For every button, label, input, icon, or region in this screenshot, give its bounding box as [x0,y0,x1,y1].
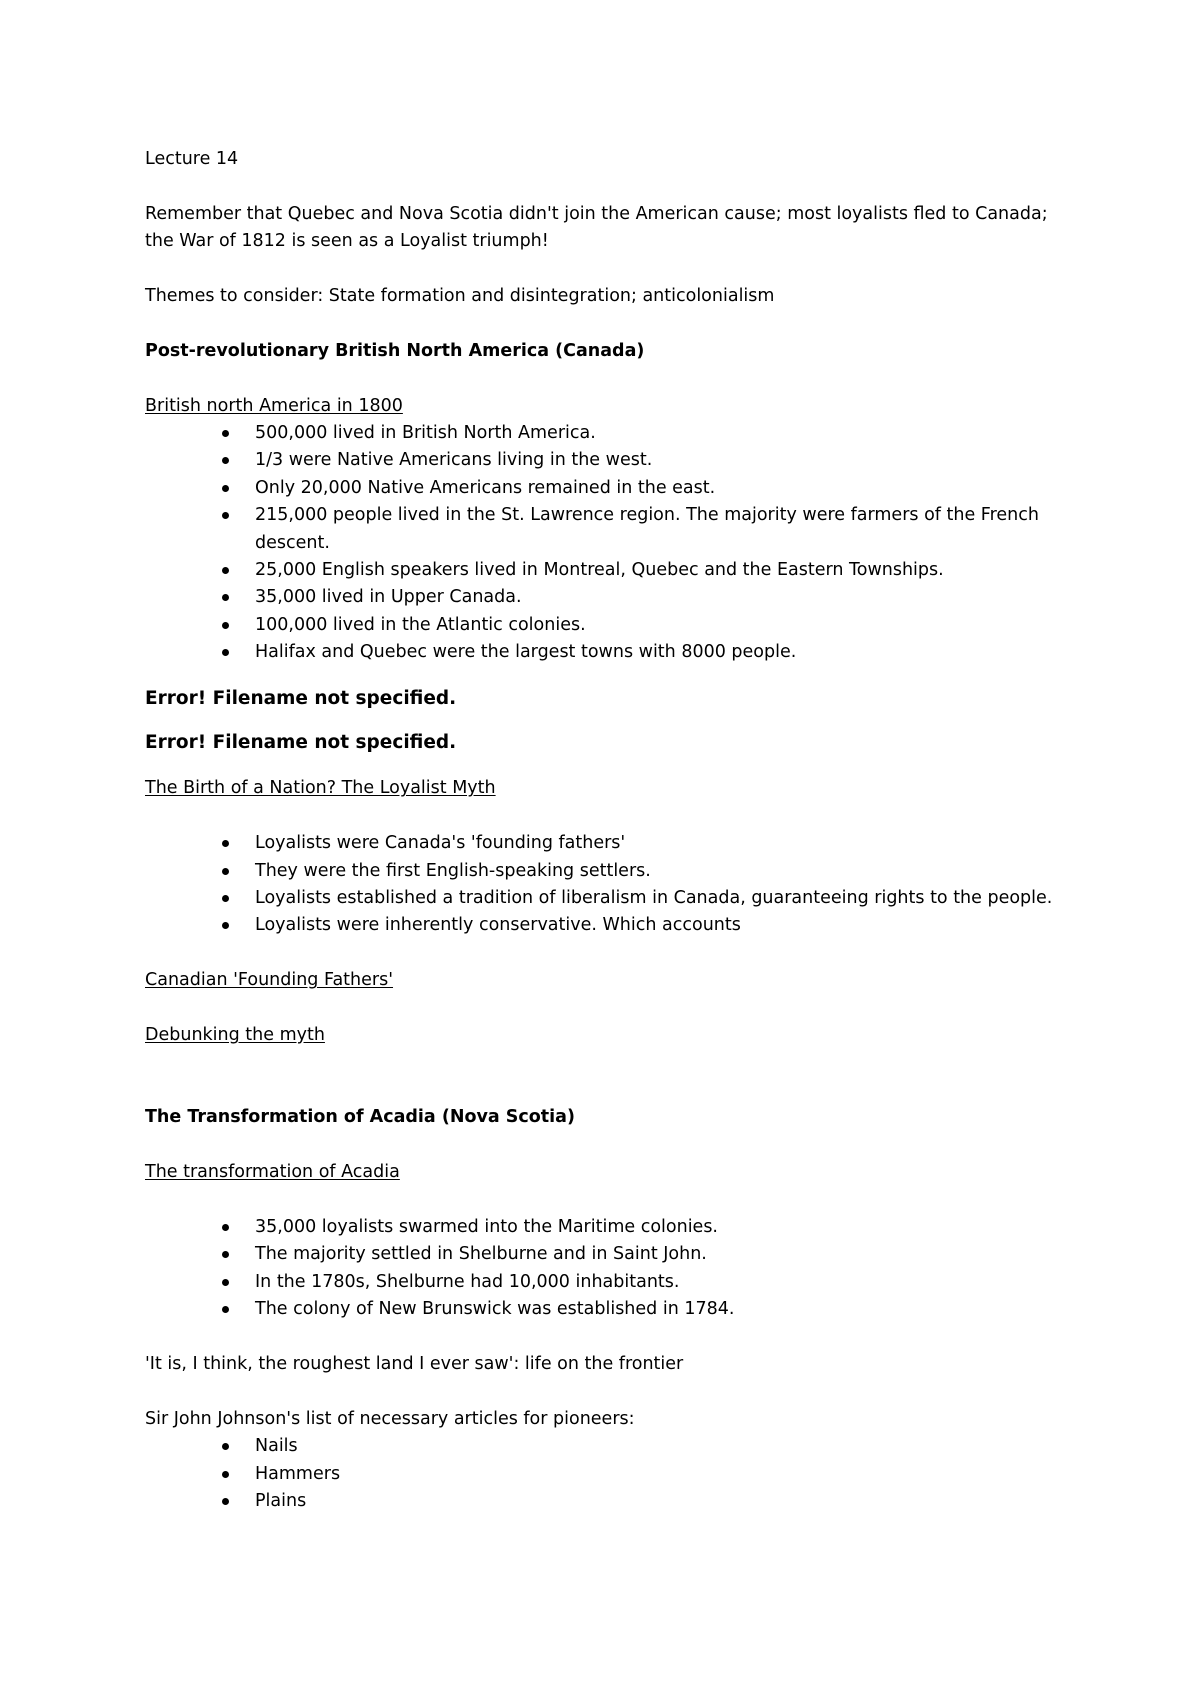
list-item: Loyalists established a tradition of liberalism in Canada, guaranteeing rights to the people. [255,885,1080,912]
section-heading-post-revolutionary: Post-revolutionary British North America (Canada) [145,340,645,361]
pioneer-list-intro: Sir John Johnson's list of necessary articles for pioneers: [145,1408,635,1429]
list-item: Halifax and Quebec were the largest towns with 8000 people. [255,639,1080,666]
subheading-transformation-acadia: The transformation of Acadia [145,1162,400,1183]
list-item: 35,000 lived in Upper Canada. [255,584,1080,611]
bna-1800-list [145,420,1080,667]
intro-paragraph: Remember that Quebec and Nova Scotia didn't join the American cause; most loyalists fled to Canada; the War of 1812 is seen as a Loyalist triumph! [145,203,1048,252]
acadia-list [145,1214,1080,1324]
list-item: Plains [255,1488,1080,1515]
list-item: 1/3 were Native Americans living in the west. [255,447,1080,474]
list-item: In the 1780s, Shelburne had 10,000 inhabitants. [255,1269,1080,1296]
subheading-debunking: Debunking the myth [145,1025,325,1046]
loyalist-myth-list [145,830,1080,940]
subheading-founding-fathers: Canadian 'Founding Fathers' [145,970,394,991]
list-item: The colony of New Brunswick was established in 1784. [255,1296,1080,1323]
section-heading-acadia: The Transformation of Acadia (Nova Scotia) [145,1107,575,1128]
list-item: Loyalists were inherently conservative. Which accounts [255,912,1080,939]
pioneer-articles-list [145,1433,1080,1515]
list-item: Nails [255,1433,1080,1460]
error-message-1: Error! Filename not specified. [145,687,457,709]
list-item: 215,000 people lived in the St. Lawrence region. The majority were farmers of the French descent. [255,502,1080,557]
error-message-2: Error! Filename not specified. [145,732,457,754]
list-item: 25,000 English speakers lived in Montreal, Quebec and the Eastern Townships. [255,557,1080,584]
list-item: Only 20,000 Native Americans remained in the east. [255,475,1080,502]
list-item: They were the first English-speaking settlers. [255,858,1080,885]
frontier-quote: 'It is, I think, the roughest land I ever saw': life on the frontier [145,1353,684,1374]
list-item: Hammers [255,1461,1080,1488]
list-item: Loyalists were Canada's 'founding fathers' [255,830,1080,857]
lecture-title: Lecture 14 [145,149,239,169]
list-item: 500,000 lived in British North America. [255,420,1080,447]
themes-paragraph: Themes to consider: State formation and disintegration; anticolonialism [145,286,775,306]
subheading-loyalist-myth: The Birth of a Nation? The Loyalist Myth [145,778,496,799]
list-item: 35,000 loyalists swarmed into the Maritime colonies. [255,1214,1080,1241]
list-item: 100,000 lived in the Atlantic colonies. [255,612,1080,639]
list-item: The majority settled in Shelburne and in Saint John. [255,1241,1080,1268]
subheading-bna-1800: British north America in 1800 [145,395,403,416]
